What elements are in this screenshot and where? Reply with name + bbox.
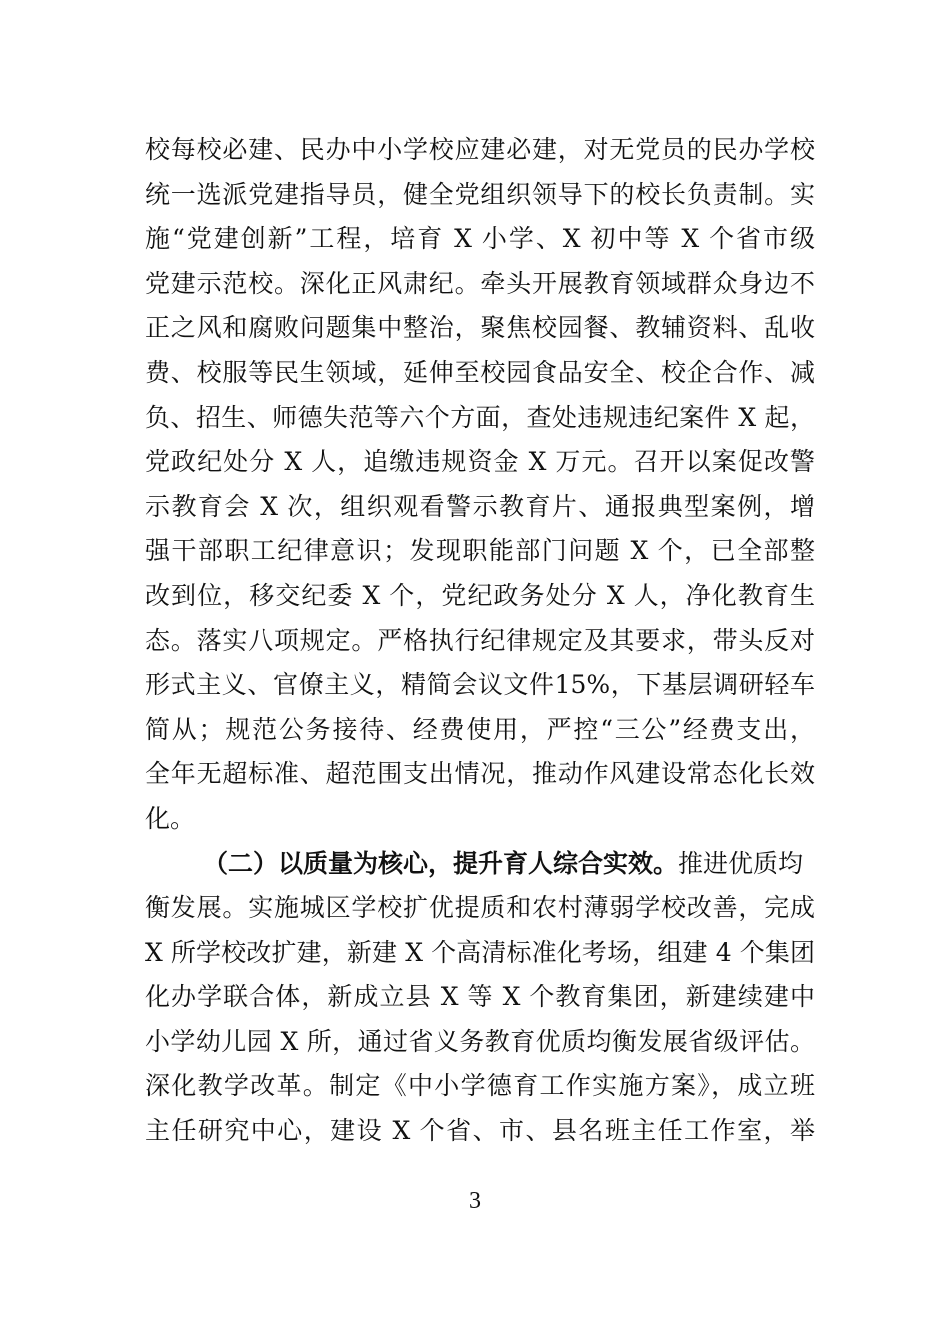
text-line: X 所学校改扩建，新建 X 个高清标准化考场，组建 4 个集团 xyxy=(145,937,815,967)
text-line: 简从；规范公务接待、经费使用，严控“三公”经费支出， xyxy=(145,714,815,744)
text-line: 正之风和腐败问题集中整治，聚焦校园餐、教辅资料、乱收 xyxy=(145,313,815,343)
text-line: 统一选派党建指导员，健全党组织领导下的校长负责制。实 xyxy=(145,179,815,209)
paragraph-1 xyxy=(145,128,815,842)
text-line: 全年无超标准、超范围支出情况，推动作风建设常态化长效 xyxy=(145,759,815,789)
text-line: 校每校必建、民办中小学校应建必建，对无党员的民办学校 xyxy=(145,135,815,164)
body-text xyxy=(145,128,815,1154)
text-line: 形式主义、官僚主义，精简会议文件15%，下基层调研轻车 xyxy=(145,670,815,700)
text-line: 小学幼儿园 X 所，通过省义务教育优质均衡发展省级评估。 xyxy=(145,1026,815,1056)
text-line: 衡发展。实施城区学校扩优提质和农村薄弱学校改善，完成 xyxy=(145,893,815,923)
text-line: 施“党建创新”工程，培育 X 小学、X 初中等 X 个省市级 xyxy=(145,224,815,254)
page-number: 3 xyxy=(469,1188,481,1214)
text-line: 费、校服等民生领域，延伸至校园食品安全、校企合作、减 xyxy=(145,357,815,387)
paragraph-2 xyxy=(145,842,815,1154)
text-line: 党政纪处分 X 人，追缴违规资金 X 万元。召开以案促改警 xyxy=(145,447,815,477)
text-line: 深化教学改革。制定《中小学德育工作实施方案》，成立班 xyxy=(145,1071,815,1101)
text-line: 态。落实八项规定。严格执行纪律规定及其要求，带头反对 xyxy=(145,625,815,655)
text-line xyxy=(145,842,815,887)
text-line: 改到位，移交纪委 X 个，党纪政务处分 X 人，净化教育生 xyxy=(145,580,815,610)
text-line: 负、招生、师德失范等六个方面，查处违规违纪案件 X 起， xyxy=(145,402,815,432)
text-line: 强干部职工纪律意识；发现职能部门问题 X 个，已全部整 xyxy=(145,536,815,566)
heading-line-rest: 推进优质均 xyxy=(678,848,804,878)
text-line: 示教育会 X 次，组织观看警示教育片、通报典型案例，增 xyxy=(145,491,815,521)
text-line: 主任研究中心，建设 X 个省、市、县名班主任工作室，举 xyxy=(145,1116,815,1146)
text-line: 化办学联合体，新成立县 X 等 X 个教育集团，新建续建中 xyxy=(145,982,815,1012)
section-heading: （二）以质量为核心，提升育人综合实效。 xyxy=(203,848,679,878)
text-line: 党建示范校。深化正风肃纪。牵头开展教育领域群众身边不 xyxy=(145,268,815,298)
text-line: 化。 xyxy=(145,803,196,833)
